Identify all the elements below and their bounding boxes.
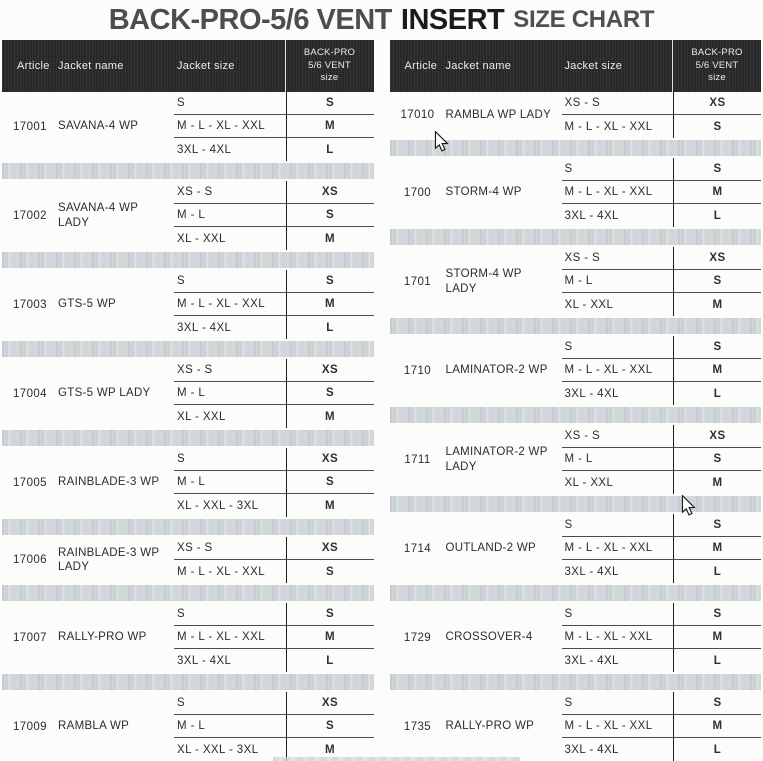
vent-size-cell: L	[673, 738, 761, 761]
size-row	[174, 692, 374, 715]
jacket-size-cell: M - L	[177, 209, 206, 221]
separator-band	[390, 674, 762, 690]
size-row	[174, 138, 374, 161]
vent-size-cell: S	[673, 115, 761, 138]
vent-size-cell: M	[286, 293, 374, 315]
size-rows	[562, 158, 762, 227]
jacket-size-cell: 3XL - 4XL	[177, 321, 232, 334]
vent-size-cell: L	[673, 560, 761, 583]
size-rows	[562, 336, 762, 405]
separator-band	[2, 519, 374, 535]
vent-size-cell: L	[673, 649, 761, 672]
vent-size-cell: S	[286, 603, 374, 625]
jacket-size-cell: XL - XXL	[564, 298, 614, 311]
size-row	[174, 537, 374, 560]
title-size-chart-word: SIZE CHART	[513, 6, 655, 33]
partial-separator-band	[273, 757, 520, 761]
size-row	[562, 270, 762, 293]
size-row	[174, 448, 374, 471]
article-number-cell: 1735	[403, 720, 432, 733]
column-header-jacket-size: Jacket size	[177, 60, 235, 72]
article-number-cell: 17010	[400, 109, 435, 121]
jacket-group-row	[2, 359, 374, 428]
jacket-name-cell: OUTLAND-2 WP	[445, 542, 536, 555]
size-rows	[174, 359, 374, 428]
article-number-cell: 1711	[404, 453, 431, 466]
jacket-group-row	[390, 692, 762, 761]
vent-size-cell: XS	[286, 448, 374, 470]
size-row	[562, 359, 762, 382]
size-rows	[174, 92, 374, 161]
size-row	[174, 227, 374, 250]
vent-size-cell: M	[673, 537, 761, 559]
jacket-size-cell: M - L - XL - XXL	[564, 720, 653, 732]
size-rows	[562, 692, 762, 761]
size-row	[562, 181, 762, 204]
size-rows	[562, 92, 762, 138]
vent-size-cell: L	[673, 382, 761, 405]
vent-size-cell: L	[286, 649, 374, 672]
jacket-name-cell: RALLY-PRO WP	[58, 631, 147, 644]
jacket-size-cell: 3XL - 4XL	[564, 654, 619, 667]
title-insert-word: INSERT	[400, 3, 505, 36]
size-chart-tables	[2, 40, 761, 761]
article-number-cell: 17005	[13, 476, 47, 489]
vent-size-cell: M	[673, 715, 761, 737]
separator-band	[2, 163, 374, 179]
article-number-cell: 17009	[13, 720, 47, 733]
vent-size-cell: S	[673, 336, 761, 358]
jacket-size-cell: 3XL - 4XL	[177, 143, 232, 156]
article-number-cell: 1729	[403, 631, 432, 644]
separator-band	[2, 252, 374, 268]
vent-size-cell: S	[673, 692, 761, 714]
vent-header-line: BACK-PRO	[303, 47, 356, 59]
size-rows	[174, 181, 374, 250]
title-product-name: BACK-PRO-5/6 VENT	[108, 3, 392, 36]
jacket-size-cell: S	[177, 275, 186, 287]
size-row	[174, 715, 374, 738]
jacket-group-row	[390, 514, 762, 583]
size-rows	[174, 692, 374, 761]
article-number-cell: 17006	[13, 554, 47, 566]
size-row	[562, 715, 762, 738]
size-row	[174, 405, 374, 428]
jacket-group-row	[390, 158, 762, 227]
jacket-size-cell: S	[564, 341, 573, 353]
vent-size-cell: XS	[286, 359, 374, 381]
jacket-size-cell: XL - XXL	[564, 476, 614, 489]
article-number-cell: 1714	[403, 542, 432, 555]
size-row	[174, 316, 374, 339]
size-table-left	[2, 40, 374, 761]
column-header-jacket-size: Jacket size	[564, 60, 623, 72]
jacket-group-row	[390, 603, 762, 672]
size-rows	[174, 448, 374, 517]
jacket-size-cell: M - L - XL - XXL	[177, 120, 265, 132]
size-row	[174, 626, 374, 649]
size-row	[174, 494, 374, 517]
mouse-cursor-icon	[434, 131, 449, 152]
size-row	[174, 359, 374, 382]
jacket-name-cell: CROSSOVER-4	[445, 631, 533, 644]
jacket-size-cell: XL - XXL	[177, 232, 226, 245]
vent-header-line: 5/6 VENT	[308, 59, 351, 71]
size-row	[174, 560, 374, 583]
jacket-group-row	[2, 92, 374, 161]
article-number-cell: 1700	[403, 186, 432, 199]
jacket-name-cell: GTS-5 WP	[58, 298, 116, 311]
size-rows	[174, 537, 374, 583]
jacket-name-cell: RAINBLADE-3 WP	[58, 476, 160, 489]
vent-size-cell: S	[286, 471, 374, 493]
separator-band	[2, 430, 374, 446]
article-number-cell: 17004	[13, 387, 47, 400]
vent-size-cell: M	[286, 227, 374, 250]
separator-band	[2, 674, 374, 690]
size-row	[174, 649, 374, 672]
jacket-size-cell: XL - XXL - 3XL	[177, 743, 259, 756]
size-row	[562, 158, 762, 181]
size-rows	[562, 247, 762, 316]
jacket-group-row	[390, 336, 762, 405]
size-row	[174, 92, 374, 115]
size-row	[174, 204, 374, 227]
size-row	[174, 471, 374, 494]
size-row	[562, 448, 762, 471]
separator-band	[2, 341, 374, 357]
vent-header-line: size	[708, 72, 726, 84]
vent-size-cell: L	[286, 138, 374, 161]
jacket-group-row	[390, 247, 762, 316]
size-rows	[174, 603, 374, 672]
jacket-size-cell: M - L	[564, 275, 593, 287]
jacket-size-cell: S	[564, 163, 573, 175]
vent-size-cell: M	[673, 293, 761, 316]
separator-band	[390, 407, 762, 423]
jacket-name-cell: RALLY-PRO WP	[445, 720, 535, 733]
table-header-band	[390, 40, 762, 92]
jacket-size-cell: 3XL - 4XL	[564, 209, 619, 222]
size-row	[562, 471, 762, 494]
jacket-name-cell: LAMINATOR-2 WP LADY	[445, 446, 548, 473]
jacket-size-cell: 3XL - 4XL	[564, 565, 619, 578]
jacket-name-cell: STORM-4 WP LADY	[445, 268, 522, 295]
jacket-size-cell: M - L - XL - XXL	[177, 298, 265, 310]
vent-size-cell: M	[673, 471, 761, 494]
jacket-size-cell: M - L	[177, 476, 206, 488]
jacket-size-cell: M - L	[564, 453, 593, 465]
mouse-cursor-icon	[681, 495, 696, 516]
jacket-size-cell: XS - S	[564, 252, 601, 264]
size-row	[562, 115, 762, 138]
jacket-size-cell: XS - S	[177, 542, 213, 554]
jacket-size-cell: 3XL - 4XL	[564, 743, 619, 756]
vent-size-cell: M	[286, 494, 374, 517]
table-header-band	[2, 40, 374, 92]
jacket-size-cell: S	[177, 97, 186, 109]
column-header-jacket-name: Jacket name	[58, 60, 124, 72]
jacket-size-cell: S	[177, 453, 186, 465]
size-row	[562, 738, 762, 761]
vent-header-line: size	[320, 72, 339, 84]
size-row	[562, 603, 762, 626]
jacket-size-cell: XL - XXL - 3XL	[177, 499, 259, 512]
size-row	[562, 247, 762, 270]
column-header-vent-size	[285, 40, 374, 92]
size-row	[174, 603, 374, 626]
size-row	[562, 425, 762, 448]
vent-size-cell: L	[673, 204, 761, 227]
size-row	[562, 514, 762, 537]
size-row	[562, 560, 762, 583]
vent-header-line: 5/6 VENT	[695, 59, 739, 71]
jacket-name-cell: RAINBLADE-3 WP LADY	[58, 546, 160, 573]
jacket-size-cell: XS - S	[177, 186, 213, 198]
vent-size-cell: S	[286, 715, 374, 737]
vent-size-cell: M	[286, 405, 374, 428]
vent-size-cell: XS	[286, 181, 374, 203]
jacket-name-cell: RAMBLA WP	[58, 720, 130, 733]
jacket-name-cell: GTS-5 WP LADY	[58, 387, 151, 400]
column-header-jacket-name: Jacket name	[445, 60, 512, 72]
jacket-name-cell: STORM-4 WP	[445, 186, 522, 199]
jacket-size-cell: M - L - XL - XXL	[177, 565, 265, 578]
vent-size-cell: S	[286, 204, 374, 226]
size-row	[174, 181, 374, 204]
jacket-size-cell: S	[564, 697, 573, 709]
jacket-group-row	[2, 270, 374, 339]
size-row	[174, 115, 374, 138]
column-header-article: Article	[17, 60, 50, 72]
vent-size-cell: S	[673, 603, 761, 625]
jacket-size-cell: M - L	[177, 720, 206, 732]
jacket-size-cell: M - L - XL - XXL	[564, 186, 653, 198]
vent-size-cell: S	[286, 382, 374, 404]
jacket-group-row	[2, 448, 374, 517]
column-header-vent-size	[672, 40, 761, 92]
vent-size-cell: XS	[673, 425, 761, 447]
article-number-cell: 17003	[13, 298, 47, 311]
jacket-size-cell: S	[177, 608, 186, 620]
vent-size-cell: M	[286, 626, 374, 648]
vent-size-cell: S	[673, 448, 761, 470]
jacket-size-cell: XL - XXL	[177, 410, 226, 423]
size-row	[562, 537, 762, 560]
size-row	[562, 382, 762, 405]
article-number-cell: 17001	[13, 120, 47, 133]
vent-size-cell: S	[286, 92, 374, 114]
size-row	[174, 270, 374, 293]
size-row	[562, 336, 762, 359]
vent-size-cell: XS	[673, 92, 761, 114]
jacket-size-cell: S	[564, 608, 573, 620]
jacket-size-cell: XS - S	[177, 364, 213, 376]
vent-size-cell: XS	[286, 537, 374, 559]
vent-size-cell: S	[673, 270, 761, 292]
vent-size-cell: L	[286, 316, 374, 339]
jacket-size-cell: S	[564, 519, 573, 531]
jacket-name-cell: LAMINATOR-2 WP	[445, 364, 548, 377]
separator-band	[2, 585, 374, 601]
article-number-cell: 17007	[13, 631, 47, 644]
vent-size-cell: M	[286, 738, 374, 761]
column-header-article: Article	[404, 60, 438, 72]
jacket-group-row	[2, 537, 374, 583]
size-row	[174, 293, 374, 316]
vent-size-cell: M	[286, 115, 374, 137]
article-number-cell: 1701	[403, 275, 432, 288]
article-number-cell: 17002	[13, 209, 47, 222]
jacket-size-cell: M - L - XL - XXL	[564, 120, 653, 133]
size-row	[562, 626, 762, 649]
separator-band	[390, 496, 762, 512]
article-number-cell: 1710	[403, 364, 432, 377]
vent-size-cell: M	[673, 626, 761, 648]
size-row	[174, 382, 374, 405]
vent-header-line: BACK-PRO	[691, 47, 743, 59]
separator-band	[390, 585, 762, 601]
size-rows	[562, 425, 762, 494]
vent-size-cell: S	[286, 270, 374, 292]
size-rows	[562, 514, 762, 583]
jacket-size-cell: 3XL - 4XL	[177, 654, 232, 667]
vent-size-cell: S	[673, 514, 761, 536]
vent-size-cell: XS	[673, 247, 761, 269]
jacket-group-row	[2, 692, 374, 761]
jacket-size-cell: XS - S	[564, 430, 601, 442]
jacket-size-cell: XS - S	[564, 97, 601, 109]
size-rows	[562, 603, 762, 672]
jacket-name-cell: SAVANA-4 WP	[58, 120, 139, 133]
jacket-size-cell: S	[177, 697, 186, 709]
jacket-group-row	[2, 603, 374, 672]
size-row	[562, 92, 762, 115]
size-rows	[174, 270, 374, 339]
jacket-size-cell: M - L - XL - XXL	[177, 631, 265, 643]
vent-size-cell: S	[286, 560, 374, 583]
jacket-size-cell: 3XL - 4XL	[564, 387, 619, 400]
size-row	[562, 692, 762, 715]
jacket-size-cell: M - L - XL - XXL	[564, 631, 653, 643]
separator-band	[390, 318, 762, 334]
page-title	[0, 0, 763, 40]
size-row	[562, 204, 762, 227]
jacket-group-row	[390, 425, 762, 494]
jacket-name-cell: SAVANA-4 WP LADY	[58, 202, 138, 229]
jacket-name-cell: RAMBLA WP LADY	[445, 108, 552, 121]
jacket-size-cell: M - L - XL - XXL	[564, 542, 653, 554]
jacket-group-row	[2, 181, 374, 250]
jacket-size-cell: M - L - XL - XXL	[564, 364, 653, 376]
vent-size-cell: M	[673, 359, 761, 381]
size-row	[562, 293, 762, 316]
separator-band	[390, 229, 762, 245]
size-row	[562, 649, 762, 672]
vent-size-cell: M	[673, 181, 761, 203]
vent-size-cell: XS	[286, 692, 374, 714]
vent-size-cell: S	[673, 158, 761, 180]
jacket-size-cell: M - L	[177, 387, 206, 399]
